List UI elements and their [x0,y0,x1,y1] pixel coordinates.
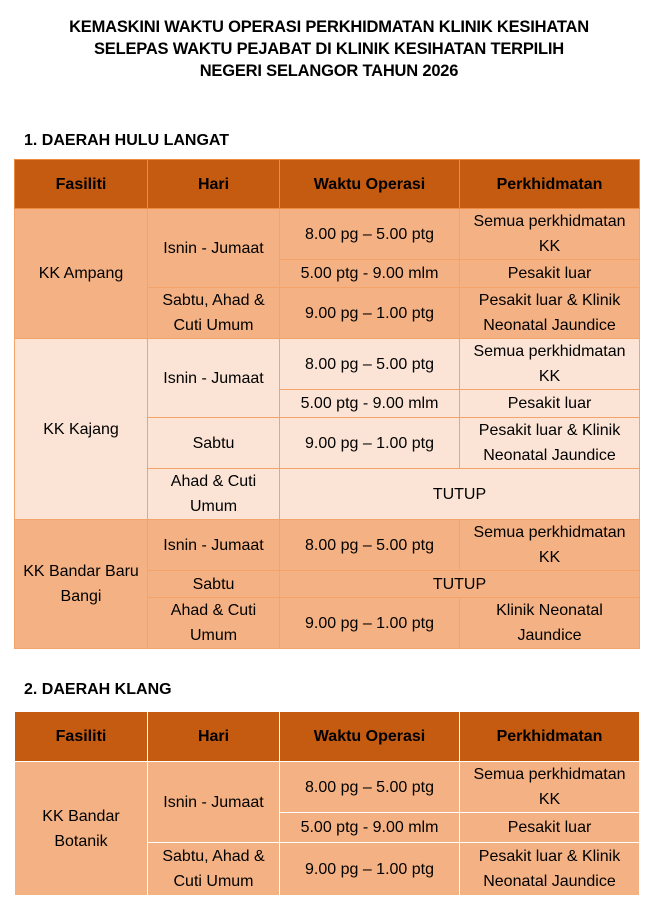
column-header-waktu-operasi: Waktu Operasi [280,160,460,209]
service-cell: Semua perkhidmatan KK [460,209,640,260]
day-cell: Sabtu [148,571,280,598]
title-line: KEMASKINI WAKTU OPERASI PERKHIDMATAN KLINIK KESIHATAN [69,18,589,36]
service-cell: Pesakit luar [460,813,640,843]
day-cell: Sabtu, Ahad & Cuti Umum [148,843,280,896]
column-header-hari: Hari [148,712,280,762]
table-row [15,209,640,260]
document-title [0,16,658,82]
service-cell: Pesakit luar [460,260,640,288]
time-cell: 8.00 pg – 5.00 ptg [280,520,460,571]
service-cell: Semua perkhidmatan KK [460,520,640,571]
column-header-fasiliti: Fasiliti [15,712,148,762]
time-cell: 8.00 pg – 5.00 ptg [280,209,460,260]
facility-cell: KK Kajang [15,339,148,520]
column-header-perkhidmatan: Perkhidmatan [460,712,640,762]
table-header-row [15,712,640,762]
column-header-hari: Hari [148,160,280,209]
column-header-perkhidmatan: Perkhidmatan [460,160,640,209]
table-row [15,520,640,571]
day-cell: Isnin - Jumaat [148,209,280,288]
service-cell: Pesakit luar & Klinik Neonatal Jaundice [460,418,640,469]
section-heading-klang: 2. DAERAH KLANG [24,681,172,698]
facility-cell: KK Ampang [15,209,148,339]
time-cell: 8.00 pg – 5.00 ptg [280,339,460,390]
day-cell: Sabtu [148,418,280,469]
closed-cell: TUTUP [280,469,640,520]
time-cell: 5.00 ptg - 9.00 mlm [280,390,460,418]
table-header-row [15,160,640,209]
facility-cell: KK Bandar Baru Bangi [15,520,148,649]
schedule-table-klang [14,711,640,896]
day-cell: Ahad & Cuti Umum [148,598,280,649]
table-row [15,762,640,813]
title-line: SELEPAS WAKTU PEJABAT DI KLINIK KESIHATAN TERPILIH [93,40,565,58]
service-cell: Pesakit luar & Klinik Neonatal Jaundice [460,288,640,339]
day-cell: Isnin - Jumaat [148,762,280,843]
service-cell: Klinik Neonatal Jaundice [460,598,640,649]
day-cell: Ahad & Cuti Umum [148,469,280,520]
title-line: NEGERI SELANGOR TAHUN 2026 [199,62,459,80]
day-cell: Isnin - Jumaat [148,520,280,571]
time-cell: 9.00 pg – 1.00 ptg [280,843,460,896]
section-heading-hulu-langat: 1. DAERAH HULU LANGAT [24,132,230,149]
closed-cell: TUTUP [280,571,640,598]
service-cell: Pesakit luar [460,390,640,418]
day-cell: Sabtu, Ahad & Cuti Umum [148,288,280,339]
schedule-table-hulu-langat [14,159,640,649]
time-cell: 9.00 pg – 1.00 ptg [280,418,460,469]
time-cell: 5.00 ptg - 9.00 mlm [280,813,460,843]
column-header-fasiliti: Fasiliti [15,160,148,209]
service-cell: Semua perkhidmatan KK [460,762,640,813]
table-row [15,339,640,390]
day-cell: Isnin - Jumaat [148,339,280,418]
facility-cell: KK Bandar Botanik [15,762,148,896]
time-cell: 9.00 pg – 1.00 ptg [280,288,460,339]
column-header-waktu-operasi: Waktu Operasi [280,712,460,762]
service-cell: Pesakit luar & Klinik Neonatal Jaundice [460,843,640,896]
service-cell: Semua perkhidmatan KK [460,339,640,390]
time-cell: 5.00 ptg - 9.00 mlm [280,260,460,288]
time-cell: 8.00 pg – 5.00 ptg [280,762,460,813]
time-cell: 9.00 pg – 1.00 ptg [280,598,460,649]
